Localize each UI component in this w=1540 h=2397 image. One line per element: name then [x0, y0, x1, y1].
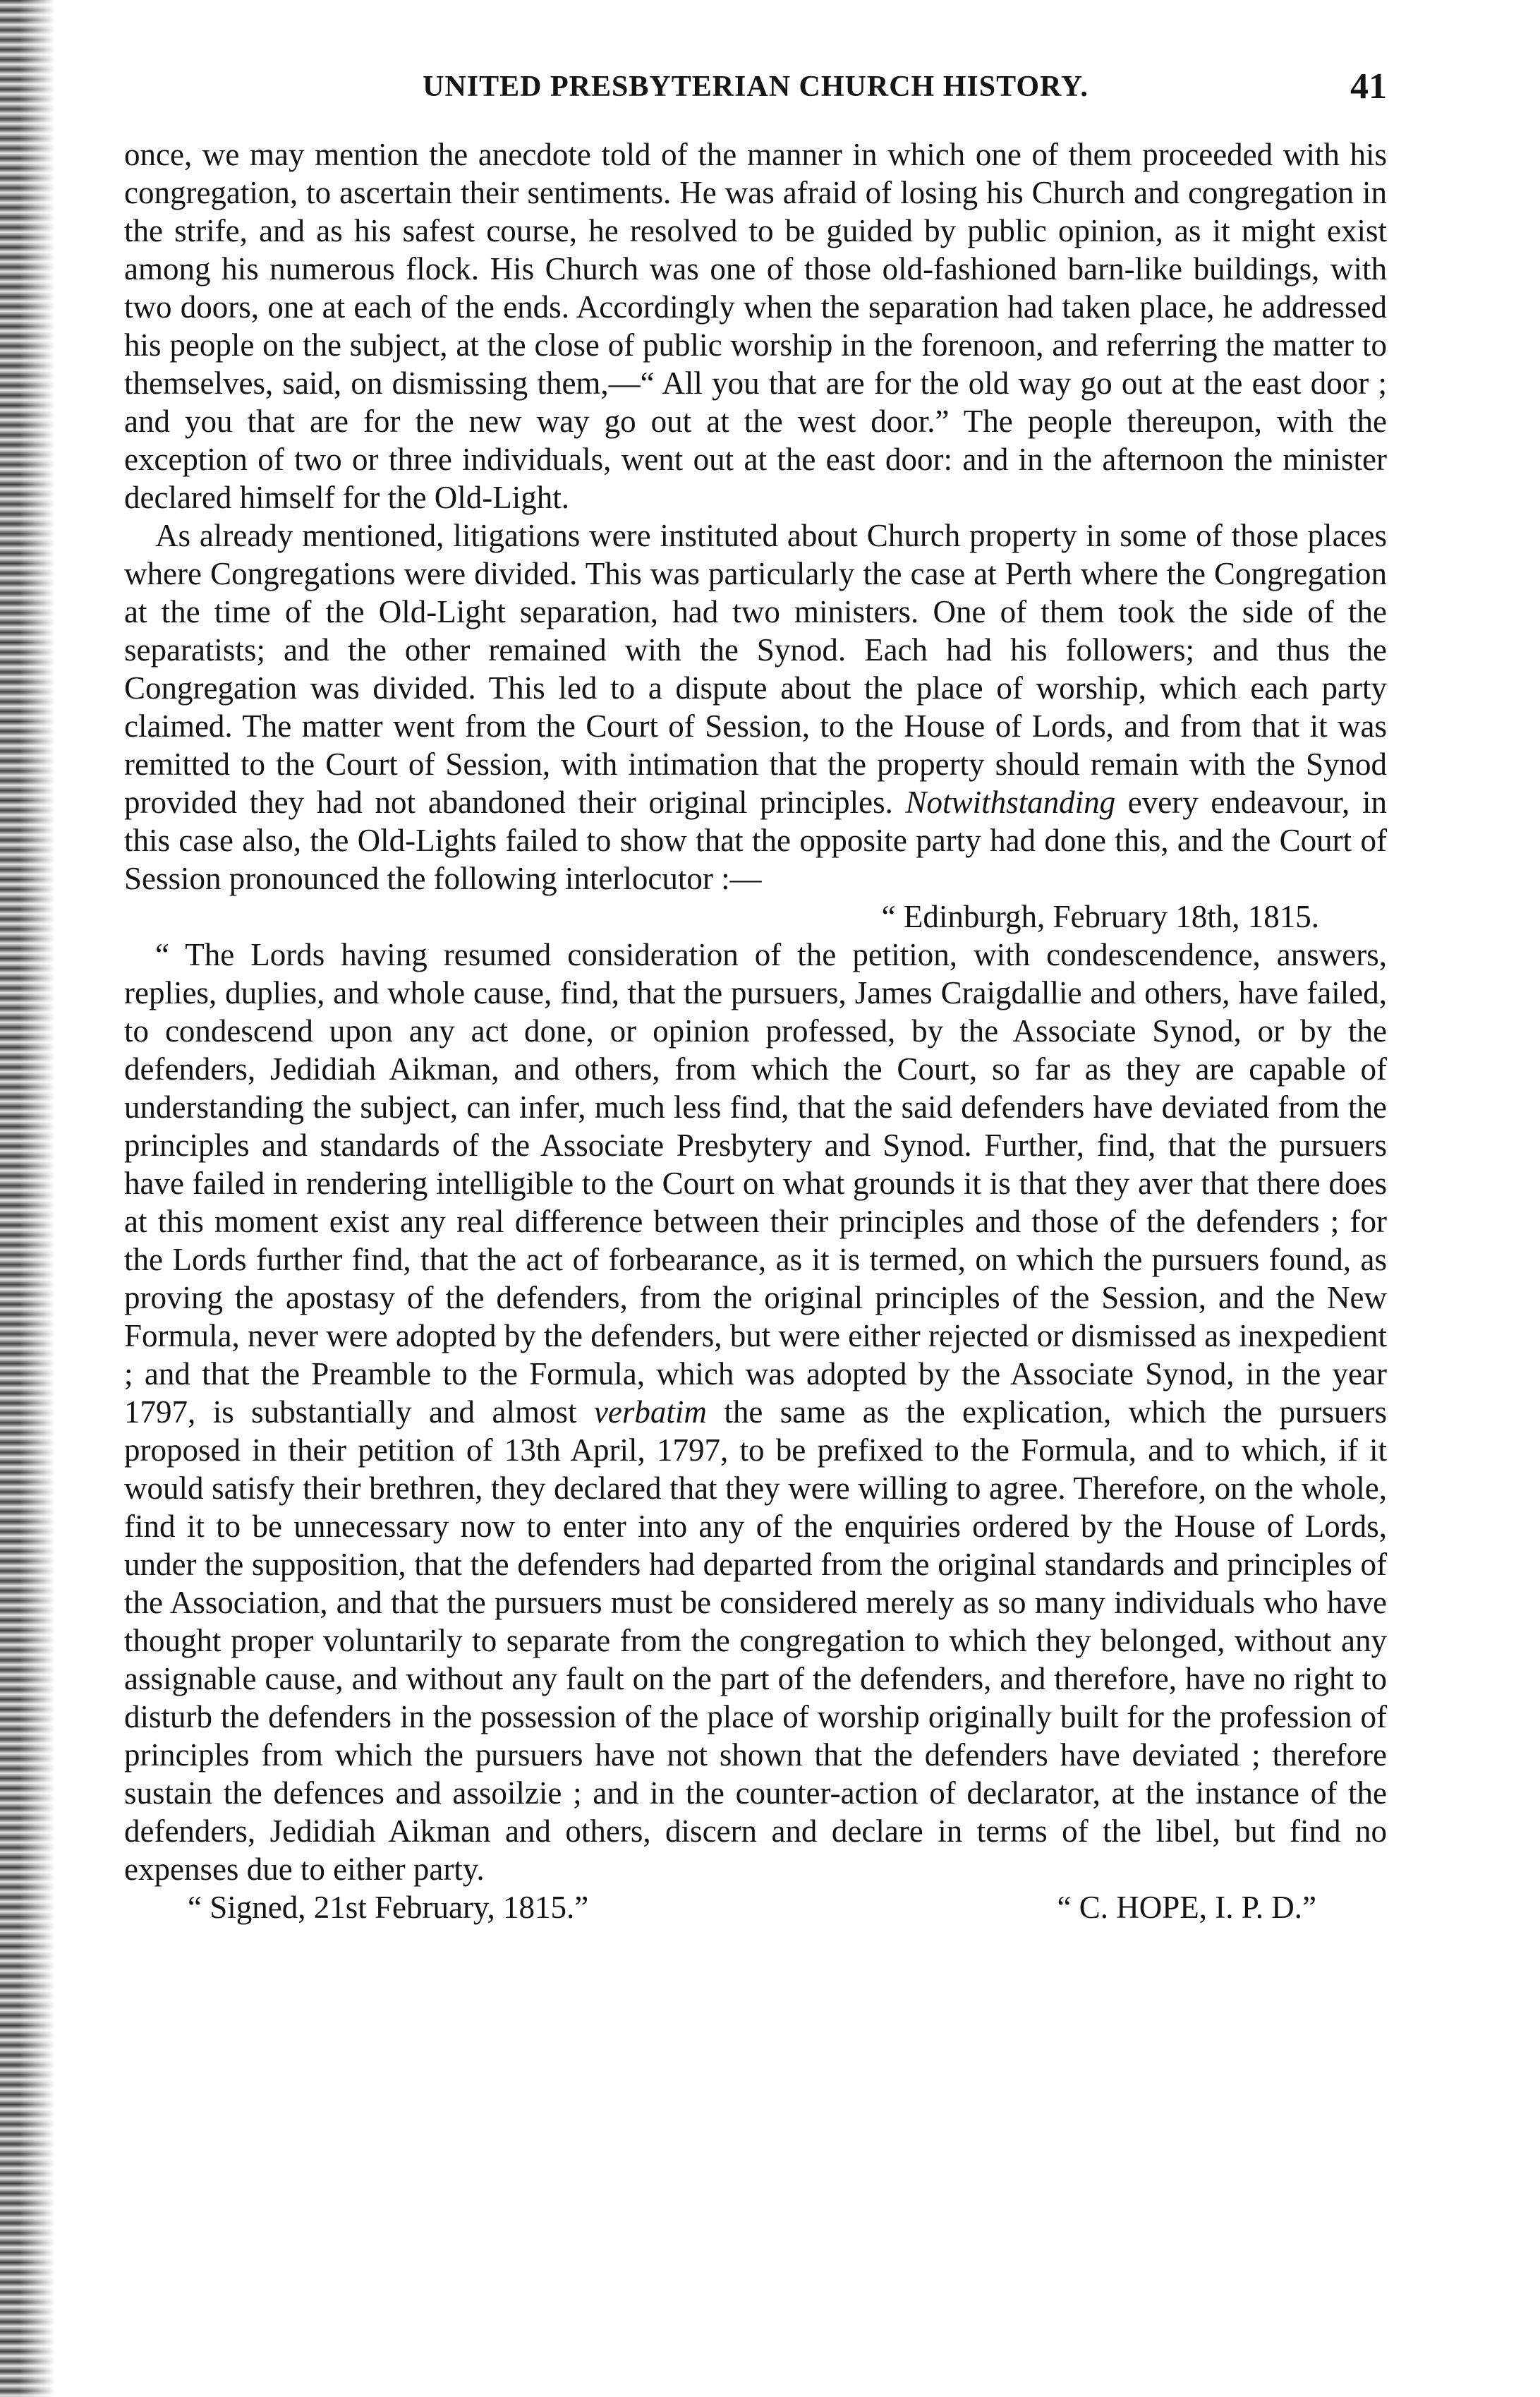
- paragraph-litigation-italic: Notwithstanding: [905, 785, 1116, 820]
- signature-line: [124, 1888, 1387, 1926]
- paragraph-anecdote: once, we may mention the anecdote told of the manner in which one of them proceeded with his congregation, to ascertain their sentiments. He was afraid of losing his Church and congregation in the strife, and as his safest course, he resolved to be guided by public opinion, as it might exist among his numerous flock. His Church was one of those old-fashioned barn-like buildings, with two doors, one at each of the ends. Accordingly when the separation had taken place, he addressed his people on the subject, at the close of public worship in the forenoon, and referring the matter to themselves, said, on dismissing them,—“ All you that are for the old way go out at the east door ; and you that are for the new way go out at the west door.” The people thereupon, with the exception of two or three individuals, went out at the east door: and in the afternoon the minister declared himself for the Old-Light.: [124, 137, 1387, 515]
- page-binding-edge: [0, 0, 55, 2397]
- paragraph-litigation: [124, 517, 1387, 898]
- paragraph-litigation-text: As already mentioned, litigations were instituted about Church property in some of those places where Congregations were divided. This was particularly the case at Perth where the Congregation at the time of the Old-Light separation, had two ministers. One of them took the side of the separatists; and the other remained with the Synod. Each had his followers; and thus the Congregation was divided. This led to a dispute about the place of worship, which each party claimed. The matter went from the Court of Session, to the House of Lords, and from that it was remitted to the Court of Session, with intimation that the property should remain with the Synod provided they had not abandoned their original principles.: [124, 518, 1387, 820]
- interlocutor-dateline: “ Edinburgh, February 18th, 1815.: [881, 899, 1319, 934]
- text-column: [124, 135, 1387, 1926]
- interlocutor-text-end: the same as the explication, which the pursuers proposed in their petition of 13th April, 1797, to be prefixed to the Formula, and to which, if it would satisfy their brethren, they declared that they were willing to agree. Therefore, on the whole, find it to be unnecessary now to enter into any of the enquiries ordered by the House of Lords, under the supposition, that the defenders had departed from the original standards and principles of the Association, and that the pursuers must be considered merely as so many individuals who have thought proper voluntarily to separate from the congregation to which they belonged, without any assignable cause, and without any fault on the part of the defenders, and therefore, have no right to disturb the defenders in the possession of the place of worship originally built for the profession of principles from which the pursuers have not shown that the defenders have deviated ; therefore sustain the defences and assoilzie ; and in the counter-action of declarator, at the instance of the defenders, Jedidiah Aikman and others, discern and declare in terms of the libel, but find no expenses due to either party.: [124, 1394, 1387, 1887]
- interlocutor-text-start: “ The Lords having resumed consideration of the petition, with condescendence, answers, replies, duplies, and whole cause, find, that the pursuers, James Craigdallie and others, have failed, to condescend upon any act done, or opinion professed, by the Associate Synod, or by the defenders, Jedidiah Aikman, and others, from which the Court, so far as they are capable of understanding the subject, can infer, much less find, that the said defenders have deviated from the principles and standards of the Associate Presbytery and Synod. Further, find, that the pursuers have failed in rendering intelligible to the Court on what grounds it is that they aver that there does at this moment exist any real difference between their principles and those of the defenders ; for the Lords further find, that the act of forbearance, as it is termed, on which the pursuers found, as proving the apostasy of the defenders, from the original principles of the Session, and the New Formula, never were adopted by the defenders, but were either rejected or dismissed as inexpedient ; and that the Preamble to the Formula, which was adopted by the Associate Synod, in the year 1797, is substantially and almost: [124, 937, 1387, 1430]
- page-header: [124, 62, 1387, 111]
- interlocutor-italic: verbatim: [593, 1394, 707, 1430]
- interlocutor-text: [124, 936, 1387, 1888]
- paragraph-litigation-text-end: every endeavour, in this case also, the Old-Lights failed to show that the opposite party had done this, and the Court of Session pronounced the following interlocutor :—: [124, 785, 1387, 896]
- running-head: UNITED PRESBYTERIAN CHURCH HISTORY.: [423, 71, 1089, 103]
- signatory: “ C. HOPE, I. P. D.”: [1057, 1890, 1316, 1925]
- signed-date: “ Signed, 21st February, 1815.”: [188, 1890, 589, 1925]
- page-number: 41: [1350, 66, 1387, 107]
